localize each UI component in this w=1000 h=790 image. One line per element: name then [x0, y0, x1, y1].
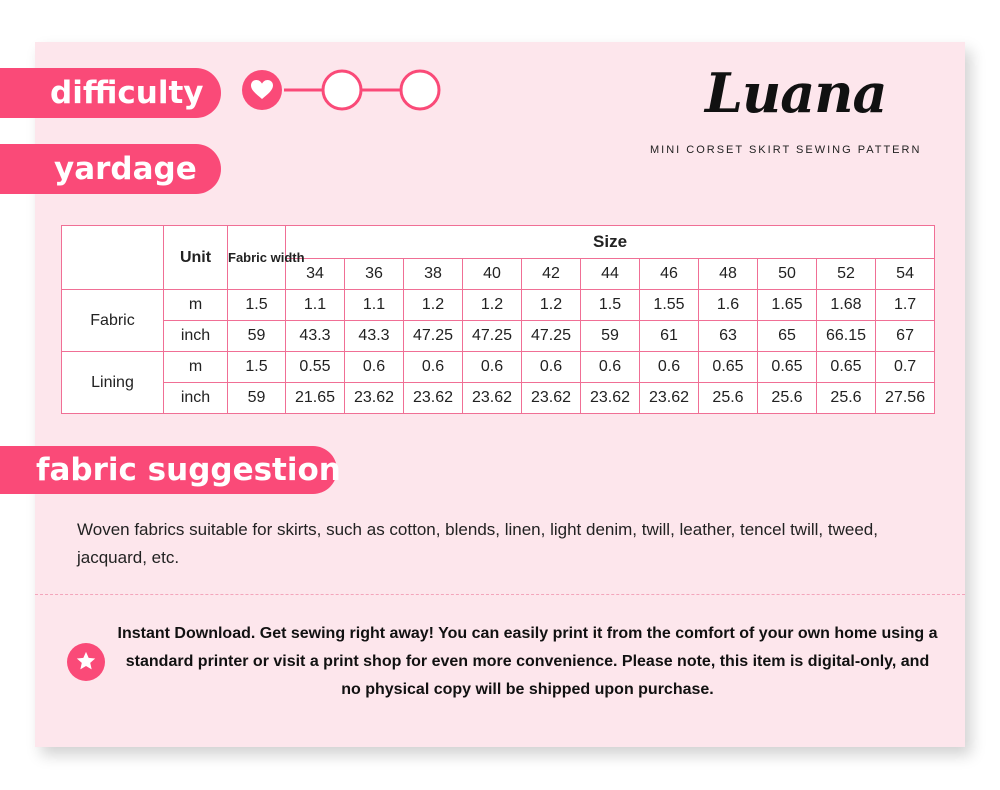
section-divider: [35, 594, 965, 595]
size-column-header: 54: [876, 259, 935, 290]
yardage-value-cell: 66.15: [817, 321, 876, 352]
row-label: Lining: [62, 352, 164, 414]
size-column-header: 36: [345, 259, 404, 290]
download-notice: Instant Download. Get sewing right away! You can easily print it from the comfort of your own home using a standard printer or visit a print shop for even more convenience. Please note, this item is digital-only, and no physical copy will be shipped upon purchase.: [117, 625, 938, 698]
difficulty-heading: difficulty: [0, 68, 221, 118]
table-corner-cell: [62, 226, 164, 290]
unit-cell: m: [164, 352, 228, 383]
size-column-header: 42: [522, 259, 581, 290]
yardage-value-cell: 43.3: [345, 321, 404, 352]
table-row: [62, 352, 935, 383]
yardage-value-cell: 0.6: [640, 352, 699, 383]
yardage-value-cell: 1.55: [640, 290, 699, 321]
yardage-value-cell: 0.65: [758, 352, 817, 383]
yardage-value-cell: 1.2: [404, 290, 463, 321]
yardage-value-cell: 23.62: [463, 383, 522, 414]
yardage-value-cell: 67: [876, 321, 935, 352]
row-label: Fabric: [62, 290, 164, 352]
size-column-header: 46: [640, 259, 699, 290]
brand-logo: Luana: [705, 61, 887, 125]
yardage-value-cell: 1.2: [522, 290, 581, 321]
yardage-value-cell: 0.65: [817, 352, 876, 383]
yardage-value-cell: 1.2: [463, 290, 522, 321]
fabric-width-cell: 59: [228, 383, 286, 414]
unit-cell: inch: [164, 321, 228, 352]
fabric-suggestion-heading: fabric suggestion: [0, 446, 337, 494]
size-column-header: 44: [581, 259, 640, 290]
yardage-value-cell: 1.1: [345, 290, 404, 321]
yardage-value-cell: 47.25: [463, 321, 522, 352]
size-column-header: 50: [758, 259, 817, 290]
yardage-value-cell: 1.5: [581, 290, 640, 321]
yardage-value-cell: 23.62: [581, 383, 640, 414]
yardage-value-cell: 0.65: [699, 352, 758, 383]
size-column-header: 52: [817, 259, 876, 290]
yardage-value-cell: 1.68: [817, 290, 876, 321]
size-column-header: 34: [286, 259, 345, 290]
fabric-width-cell: 59: [228, 321, 286, 352]
yardage-value-cell: 0.6: [404, 352, 463, 383]
star-icon: [75, 650, 97, 672]
star-badge: [67, 643, 105, 681]
yardage-value-cell: 1.7: [876, 290, 935, 321]
yardage-value-cell: 25.6: [758, 383, 817, 414]
yardage-value-cell: 23.62: [404, 383, 463, 414]
yardage-value-cell: 21.65: [286, 383, 345, 414]
yardage-value-cell: 47.25: [404, 321, 463, 352]
difficulty-level-2: [323, 71, 361, 109]
fabric-width-cell: 1.5: [228, 352, 286, 383]
yardage-value-cell: 0.6: [581, 352, 640, 383]
yardage-value-cell: 23.62: [522, 383, 581, 414]
yardage-value-cell: 27.56: [876, 383, 935, 414]
unit-header: Unit: [164, 226, 228, 290]
yardage-value-cell: 25.6: [699, 383, 758, 414]
yardage-value-cell: 0.7: [876, 352, 935, 383]
fabric-width-header: Fabric width: [228, 226, 286, 290]
size-header: Size: [286, 226, 935, 259]
size-column-header: 48: [699, 259, 758, 290]
yardage-value-cell: 59: [581, 321, 640, 352]
difficulty-level-3: [401, 71, 439, 109]
yardage-value-cell: 25.6: [817, 383, 876, 414]
size-column-header: 38: [404, 259, 463, 290]
yardage-value-cell: 1.1: [286, 290, 345, 321]
yardage-value-cell: 63: [699, 321, 758, 352]
fabric-width-cell: 1.5: [228, 290, 286, 321]
unit-cell: m: [164, 290, 228, 321]
yardage-value-cell: 47.25: [522, 321, 581, 352]
yardage-value-cell: 1.65: [758, 290, 817, 321]
yardage-value-cell: 1.6: [699, 290, 758, 321]
yardage-value-cell: 0.6: [345, 352, 404, 383]
yardage-value-cell: 0.6: [463, 352, 522, 383]
size-column-header: 40: [463, 259, 522, 290]
yardage-heading: yardage: [0, 144, 221, 194]
yardage-value-cell: 23.62: [640, 383, 699, 414]
yardage-value-cell: 61: [640, 321, 699, 352]
yardage-value-cell: 0.6: [522, 352, 581, 383]
fabric-suggestion-text: Woven fabrics suitable for skirts, such as cotton, blends, linen, light denim, twill, leather, tencel twill, tweed, jacquard, etc.: [77, 520, 878, 567]
yardage-value-cell: 23.62: [345, 383, 404, 414]
table-row: [62, 321, 935, 352]
difficulty-scale: [240, 68, 445, 112]
yardage-table: [61, 225, 935, 414]
yardage-value-cell: 43.3: [286, 321, 345, 352]
yardage-value-cell: 0.55: [286, 352, 345, 383]
yardage-value-cell: 65: [758, 321, 817, 352]
table-row: [62, 383, 935, 414]
pattern-subtitle: MINI CORSET SKIRT SEWING PATTERN: [650, 144, 922, 156]
table-row: [62, 290, 935, 321]
unit-cell: inch: [164, 383, 228, 414]
